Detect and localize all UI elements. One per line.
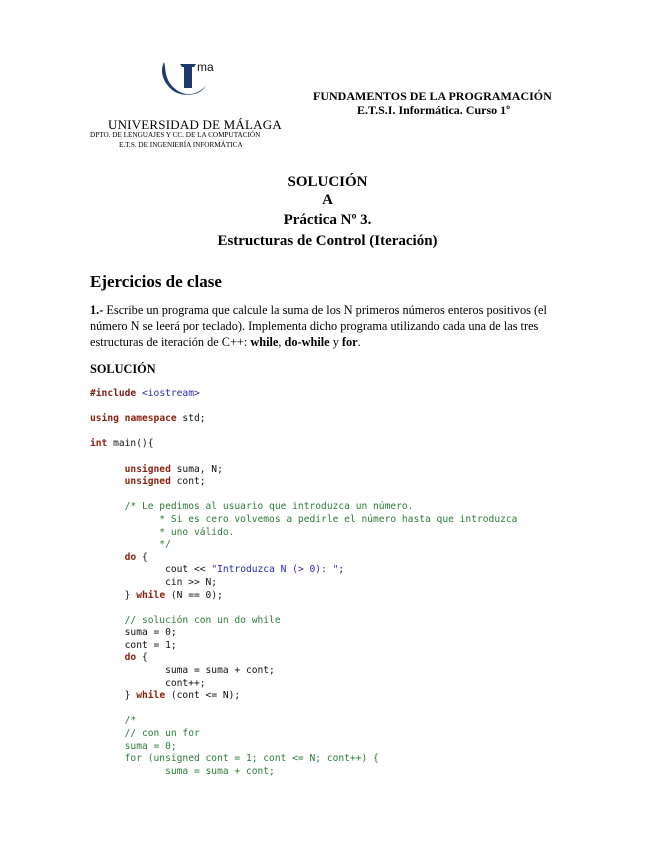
code-text: { xyxy=(136,551,148,563)
separator: , xyxy=(278,335,285,349)
code-text: cin >> N; xyxy=(165,576,218,588)
code-text: suma, N; xyxy=(170,463,223,475)
code-text: std; xyxy=(176,413,206,425)
code-comment: for (unsigned cont = 1; cont <= N; cont++) { xyxy=(124,753,379,765)
doc-title-solution: SOLUCIÓN xyxy=(287,174,368,190)
university-name: UNIVERSIDAD DE MÁLAGA xyxy=(108,117,282,132)
solution-label: SOLUCIÓN xyxy=(90,362,156,376)
code-text: suma = 0; xyxy=(124,627,177,639)
school-name: E.T.S. DE INGENIERÍA INFORMÁTICA xyxy=(119,141,243,149)
course-subtitle: E.T.S.I. Informática. Curso 1º xyxy=(357,103,511,117)
code-text: cont = 1; xyxy=(124,639,177,651)
code-text: ; xyxy=(338,564,345,576)
code-text: { xyxy=(136,652,148,664)
keyword: unsigned xyxy=(124,463,171,475)
keyword: while xyxy=(136,589,166,601)
keyword: namespace xyxy=(124,413,177,425)
code-comment: suma = 0; xyxy=(124,740,177,752)
code-comment: // solución con un do while xyxy=(124,614,281,626)
keyword: do xyxy=(124,652,137,664)
exercise-text: Escribe un programa que calcule la suma de los N primeros números enteros positivos (el número N se leerá por teclado). Implementa dicho programa utilizando cada una de las tres estructuras de iteración de C++: xyxy=(90,303,547,349)
keyword: using xyxy=(90,413,119,425)
code-listing xyxy=(90,388,517,778)
keyword: unsigned xyxy=(124,476,171,488)
code-comment: // con un for xyxy=(124,728,200,740)
code-text: cout << xyxy=(165,564,212,576)
include-directive: #include xyxy=(90,388,137,399)
code-text: (cont <= N); xyxy=(165,690,241,702)
doc-title-topic: Estructuras de Control (Iteración) xyxy=(217,233,438,249)
period: . xyxy=(357,335,361,349)
exercise-number: 1.- xyxy=(90,303,104,317)
keyword: int xyxy=(90,438,108,450)
keyword-while: while xyxy=(250,335,279,349)
code-comment: suma = suma + cont; xyxy=(165,765,275,777)
course-title: FUNDAMENTOS DE LA PROGRAMACIÓN xyxy=(313,89,552,103)
string-literal: "Introduzca N (> 0): " xyxy=(211,564,339,576)
doc-title-a: A xyxy=(322,192,333,208)
code-comment: /* xyxy=(124,715,137,727)
keyword: do xyxy=(124,551,137,563)
code-text: cont; xyxy=(170,476,206,488)
code-text: } xyxy=(124,690,137,702)
code-text: main(){ xyxy=(107,438,154,450)
logo-text: ma xyxy=(197,60,214,74)
keyword: while xyxy=(136,690,166,702)
comment-line xyxy=(90,501,125,512)
include-header: <iostream> xyxy=(142,388,200,399)
code-text: cont++; xyxy=(165,677,206,689)
code-comment xyxy=(90,501,518,551)
separator: y xyxy=(329,335,342,349)
department-name: DPTO. DE LENGUAJES Y CC. DE LA COMPUTACIÓN xyxy=(90,131,261,139)
comment-block: /* Le pedimos al usuario que introduzca un número. * Si es cero volvemos a pedirle el número hasta que introduzca * uno válido. */ xyxy=(124,501,518,551)
code-text: } xyxy=(124,589,137,601)
doc-title-practice: Práctica Nº 3. xyxy=(283,212,372,228)
keyword-for: for xyxy=(341,335,358,349)
section-heading: Ejercicios de clase xyxy=(90,272,222,291)
exercise-statement xyxy=(90,302,570,350)
code-text: suma = suma + cont; xyxy=(165,665,275,677)
code-text: (N == 0); xyxy=(165,589,223,601)
keyword-do-while: do-while xyxy=(284,335,330,349)
